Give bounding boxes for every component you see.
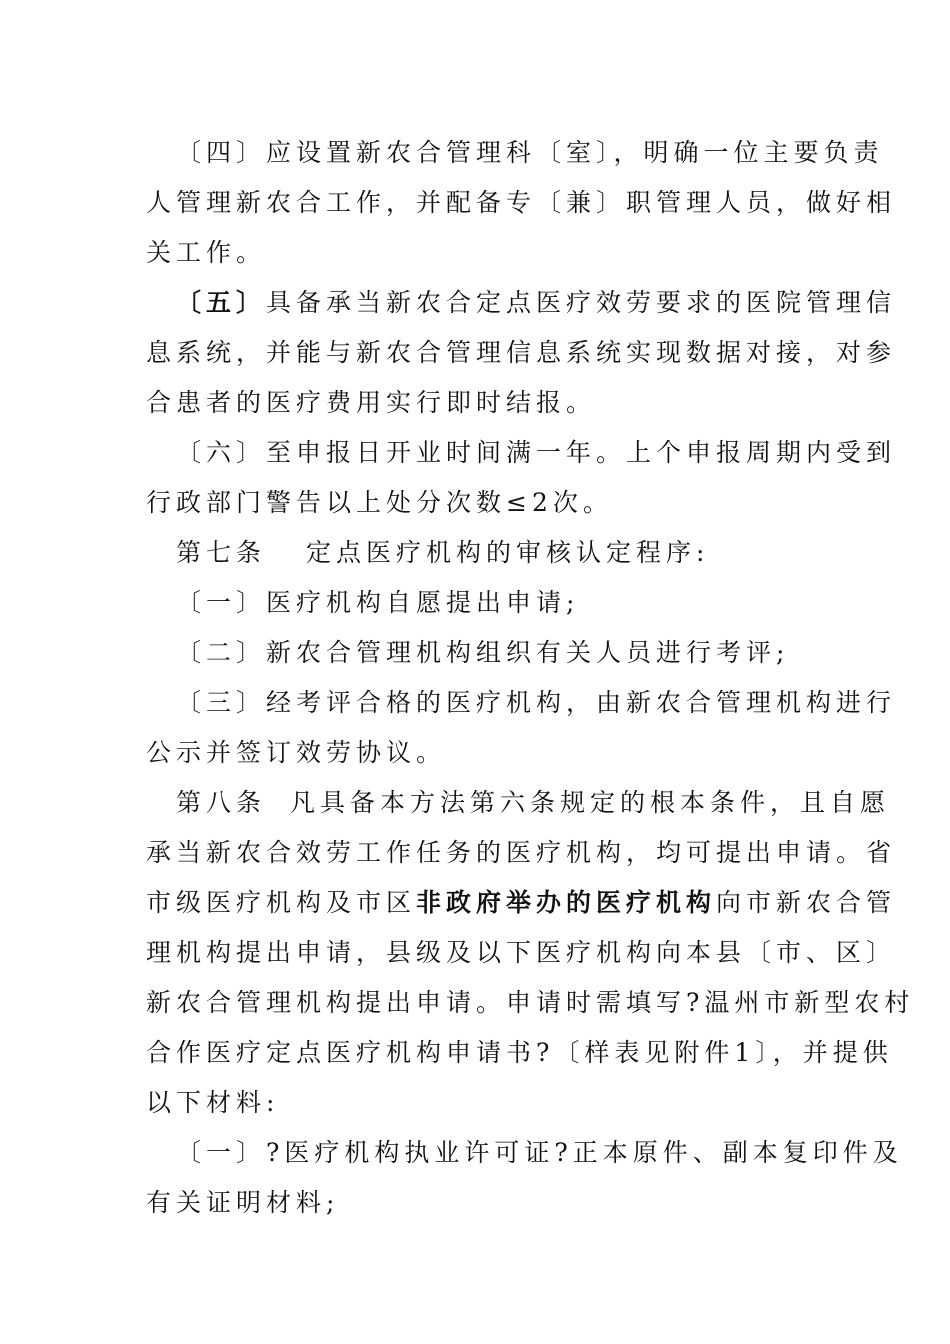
paragraph-line: 〔一〕医疗机构自愿提出申请; <box>176 588 580 617</box>
paragraph-line: 公示并签订效劳协议。 <box>146 738 447 767</box>
article-heading <box>176 788 891 818</box>
paragraph-line: 〔四〕应设置新农合管理科〔室〕，明确一位主要负责 <box>176 138 884 167</box>
paragraph-line: 理机构提出申请，县级及以下医疗机构向本县〔市、区〕 <box>146 938 897 967</box>
paragraph-text: 凡具备本方法第六条规定的根本条件，且自愿 <box>290 788 891 817</box>
paragraph-line: 合患者的医疗费用实行即时结报。 <box>146 388 597 417</box>
paragraph-line: 〔二〕新农合管理机构组织有关人员进行考评; <box>176 638 790 667</box>
paragraph-line: 人管理新农合工作，并配备专〔兼〕职管理人员，做好相 <box>146 188 897 217</box>
bold-emphasis: 非政府举办的医疗机构 <box>416 888 717 917</box>
paragraph-line: 合作医疗定点医疗机构申请书?〔样表见附件1〕，并提供 <box>146 1038 893 1067</box>
paragraph-text: 市级医疗机构及市区 <box>146 888 417 917</box>
article-title: 定点医疗机构的审核认定程序: <box>306 538 710 567</box>
paragraph-line: 〔一〕?医疗机构执业许可证?正本原件、副本复印件及 <box>176 1138 903 1167</box>
paragraph-line: 关工作。 <box>146 238 267 267</box>
paragraph-line: 〔六〕至申报日开业时间满一年。上个申报周期内受到 <box>176 438 897 467</box>
paragraph-line: 〔三〕经考评合格的医疗机构，由新农合管理机构进行 <box>176 688 897 717</box>
paragraph-line: 新农合管理机构提出申请。申请时需填写?温州市新型农村 <box>146 988 915 1017</box>
paragraph-line <box>176 288 897 318</box>
paragraph-line: 以下材料: <box>146 1088 280 1117</box>
article-heading <box>176 538 846 568</box>
paragraph-text: 向市新农合管 <box>716 888 897 917</box>
paragraph-line: 行政部门警告以上处分次数≤2次。 <box>146 488 613 517</box>
paragraph-line: 息系统，并能与新农合管理信息系统实现数据对接，对参 <box>146 338 897 367</box>
paragraph-text: 具备承当新农合定点医疗效劳要求的医院管理信 <box>266 288 897 317</box>
article-number: 第八条 <box>176 788 267 817</box>
article-number: 第七条 <box>176 538 267 567</box>
paragraph-line: 承当新农合效劳工作任务的医疗机构，均可提出申请。省 <box>146 838 897 867</box>
paragraph-line <box>146 888 897 918</box>
paragraph-line: 有关证明材料; <box>146 1188 340 1217</box>
section-marker-bold: 〔五〕 <box>176 288 267 317</box>
